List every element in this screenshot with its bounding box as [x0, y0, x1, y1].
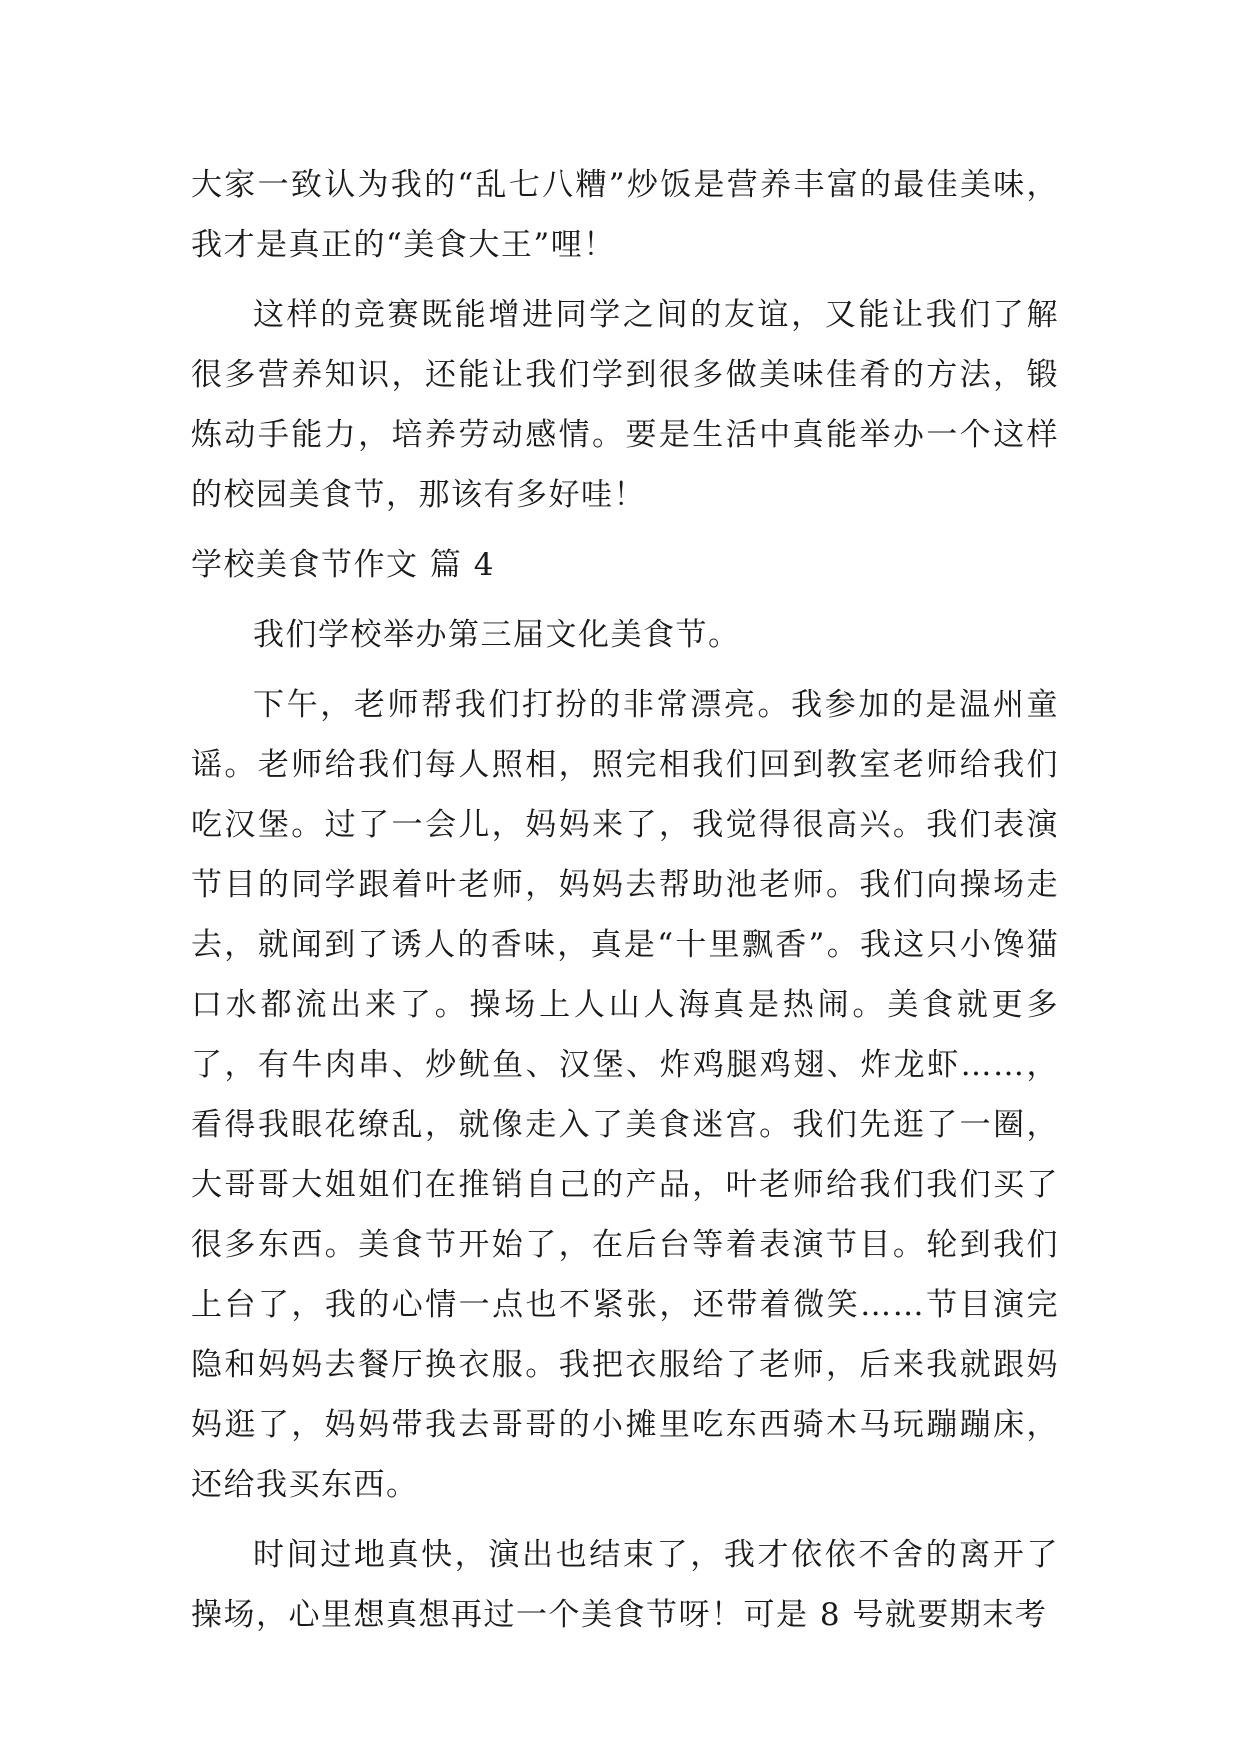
section-heading: 学校美食节作文 篇 4: [191, 547, 495, 583]
paragraph: 这样的竞赛既能增进同学之间的友谊，又能让我们了解很多营养知识，还能让我们学到很多做美味佳肴的方法，锻炼动手能力，培养劳动感情。要是生活中真能举办一个这样的校园美食节，那该有多好哇！: [191, 297, 1059, 513]
paragraph: 大家一致认为我的“乱七八糟”炒饭是营养丰富的最佳美味，我才是真正的“美食大王”哩！: [191, 167, 1059, 263]
paragraph: 我们学校举办第三届文化美食节。: [253, 617, 741, 653]
paragraph: 下午，老师帮我们打扮的非常漂亮。我参加的是温州童谣。老师给我们每人照相，照完相我们回到教室老师给我们吃汉堡。过了一会儿，妈妈来了，我觉得很高兴。我们表演节目的同学跟着叶老师，妈妈去帮助池老师。我们向操场走去，就闻到了诱人的香味，真是“十里飘香”。我这只小馋猫口水都流出来了。操场上人山人海真是热闹。美食就更多了，有牛肉串、炒鱿鱼、汉堡、炸鸡腿鸡翅、炸龙虾……，看得我眼花缭乱，就像走入了美食迷宫。我们先逛了一圈，大哥哥大姐姐们在推销自己的产品，叶老师给我们我们买了很多东西。美食节开始了，在后台等着表演节目。轮到我们上台了，我的心情一点也不紧张，还带着微笑……节目演完隐和妈妈去餐厅换衣服。我把衣服给了老师，后来我就跟妈妈逛了，妈妈带我去哥哥的小摊里吃东西骑木马玩蹦蹦床，还给我买东西。: [191, 687, 1059, 1503]
document-body: [191, 155, 1059, 1655]
paragraph: 时间过地真快，演出也结束了，我才依依不舍的离开了操场，心里想真想再过一个美食节呀！可是 8 号就要期末考: [191, 1537, 1059, 1633]
